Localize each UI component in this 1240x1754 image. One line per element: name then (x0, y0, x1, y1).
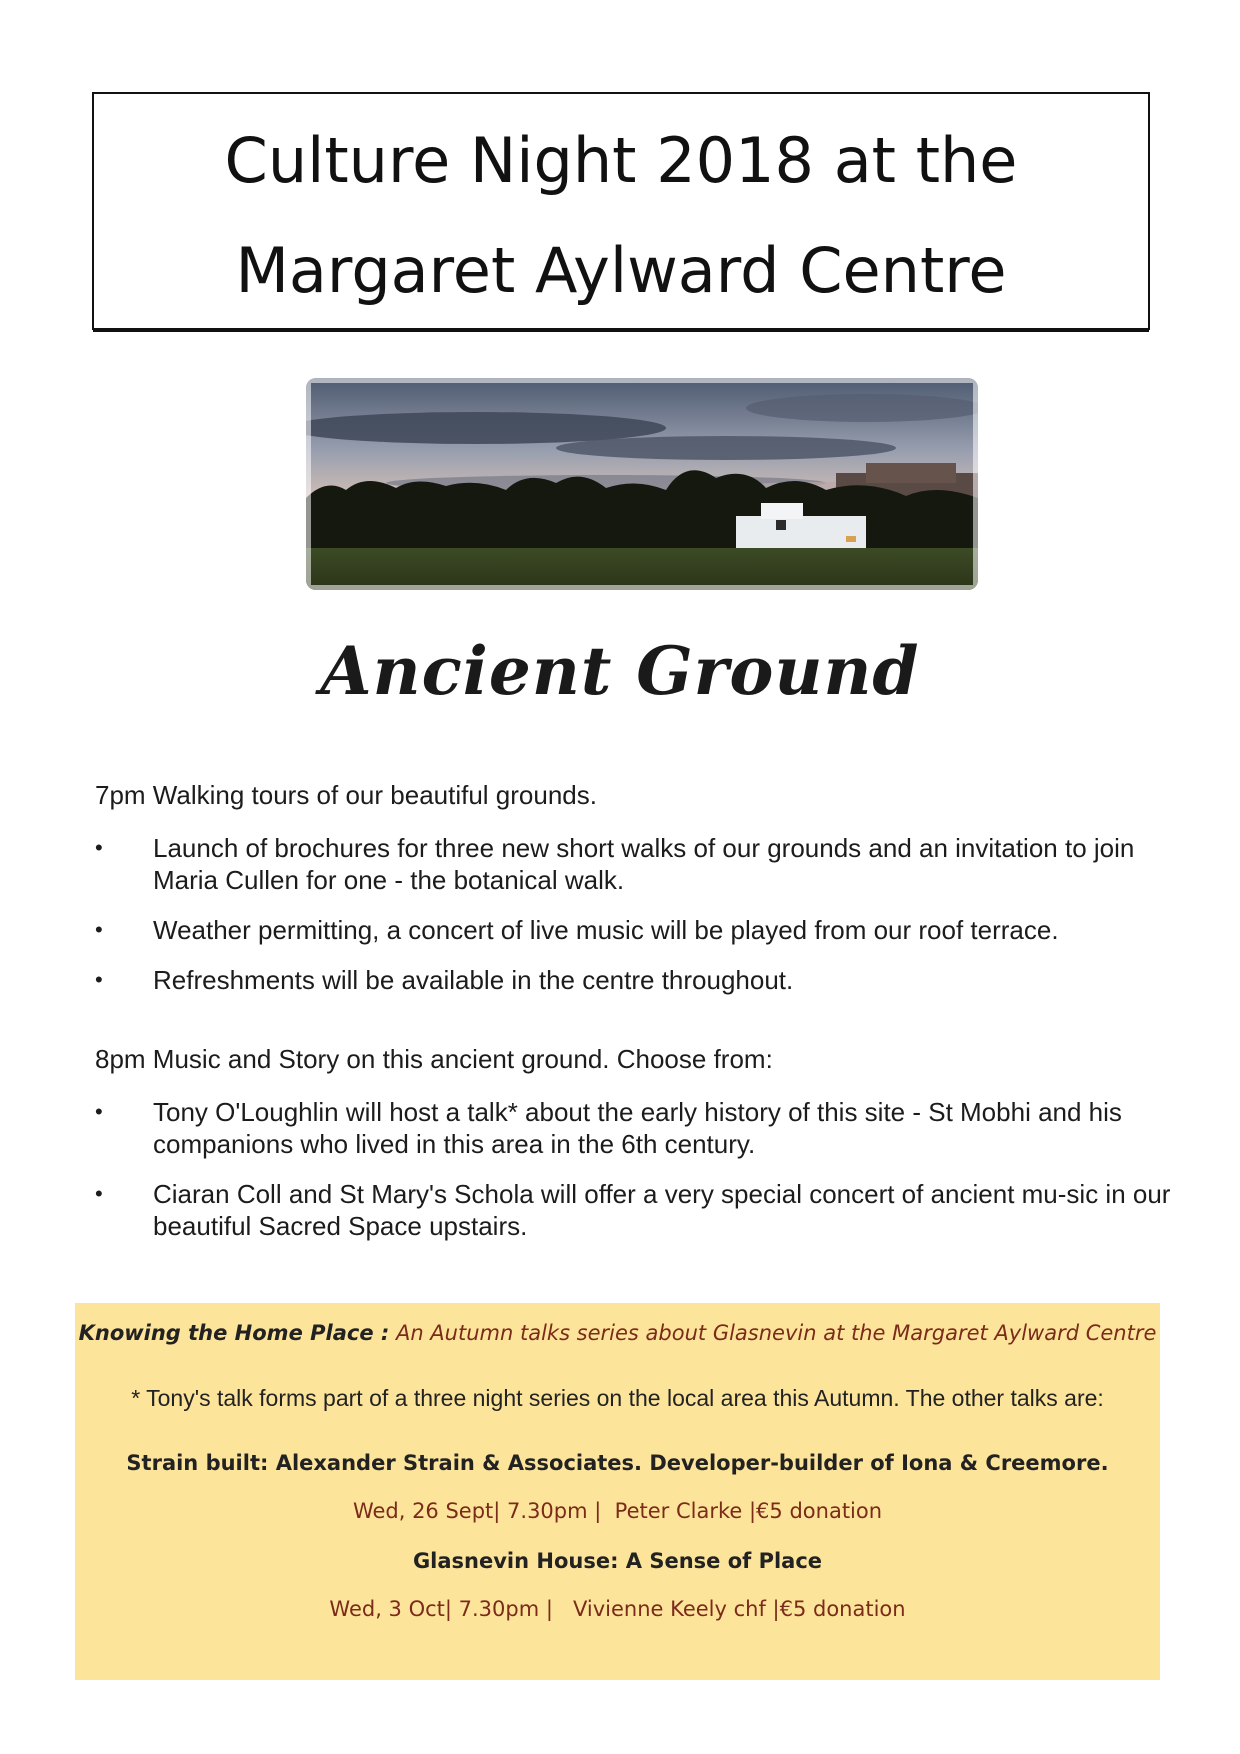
bullet-icon: • (95, 917, 103, 942)
bullet-icon: • (95, 1099, 103, 1124)
title-line-1: Culture Night 2018 at the (224, 124, 1018, 197)
landscape-photo (306, 378, 978, 590)
series-heading (75, 1321, 1160, 1345)
list-item (95, 832, 1185, 896)
list-item (95, 1178, 1185, 1242)
series-description: An Autumn talks series about Glasnevin at the Margaret Aylward Centre (389, 1321, 1157, 1345)
list-8pm (95, 1096, 1185, 1260)
talk-title: Strain built: Alexander Strain & Associates. Developer-builder of Iona & Creemore. (126, 1451, 1109, 1475)
bullet-icon: • (95, 1181, 103, 1206)
title-box (92, 92, 1150, 330)
list-item (95, 964, 1185, 996)
talks-panel (75, 1303, 1160, 1680)
section-heading-8pm: 8pm Music and Story on this ancient ground. Choose from: (95, 1044, 773, 1074)
series-name: Knowing the Home Place : (78, 1321, 390, 1345)
list-item-text: Weather permitting, a concert of live music will be played from our roof terrace. (153, 915, 1059, 945)
list-item-text: Ciaran Coll and St Mary's Schola will offer a very special concert of ancient mu-sic in our beautiful Sacred Space upstairs. (153, 1179, 1171, 1241)
talk-info: Wed, 3 Oct| 7.30pm | Vivienne Keely chf |€5 donation (329, 1597, 906, 1621)
series-note: * Tony's talk forms part of a three night series on the local area this Autumn. The other talks are: (131, 1385, 1104, 1411)
section-heading-7pm: 7pm Walking tours of our beautiful grounds. (95, 780, 597, 810)
subtitle: Ancient Ground (320, 632, 920, 710)
talk-info: Wed, 26 Sept| 7.30pm | Peter Clarke |€5 donation (352, 1499, 883, 1523)
list-item (95, 1096, 1185, 1160)
title-line-2: Margaret Aylward Centre (235, 234, 1007, 307)
list-item-text: Refreshments will be available in the centre throughout. (153, 965, 794, 995)
list-item (95, 914, 1185, 946)
list-7pm (95, 832, 1185, 1014)
list-item-text: Launch of brochures for three new short walks of our grounds and an invitation to join Maria Cullen for one - the botanical walk. (153, 833, 1135, 895)
talk-title: Glasnevin House: A Sense of Place (412, 1549, 823, 1573)
bullet-icon: • (95, 967, 103, 992)
bullet-icon: • (95, 835, 103, 860)
list-item-text: Tony O'Loughlin will host a talk* about the early history of this site - St Mobhi and his companions who lived in this area in the 6th century. (153, 1097, 1122, 1159)
